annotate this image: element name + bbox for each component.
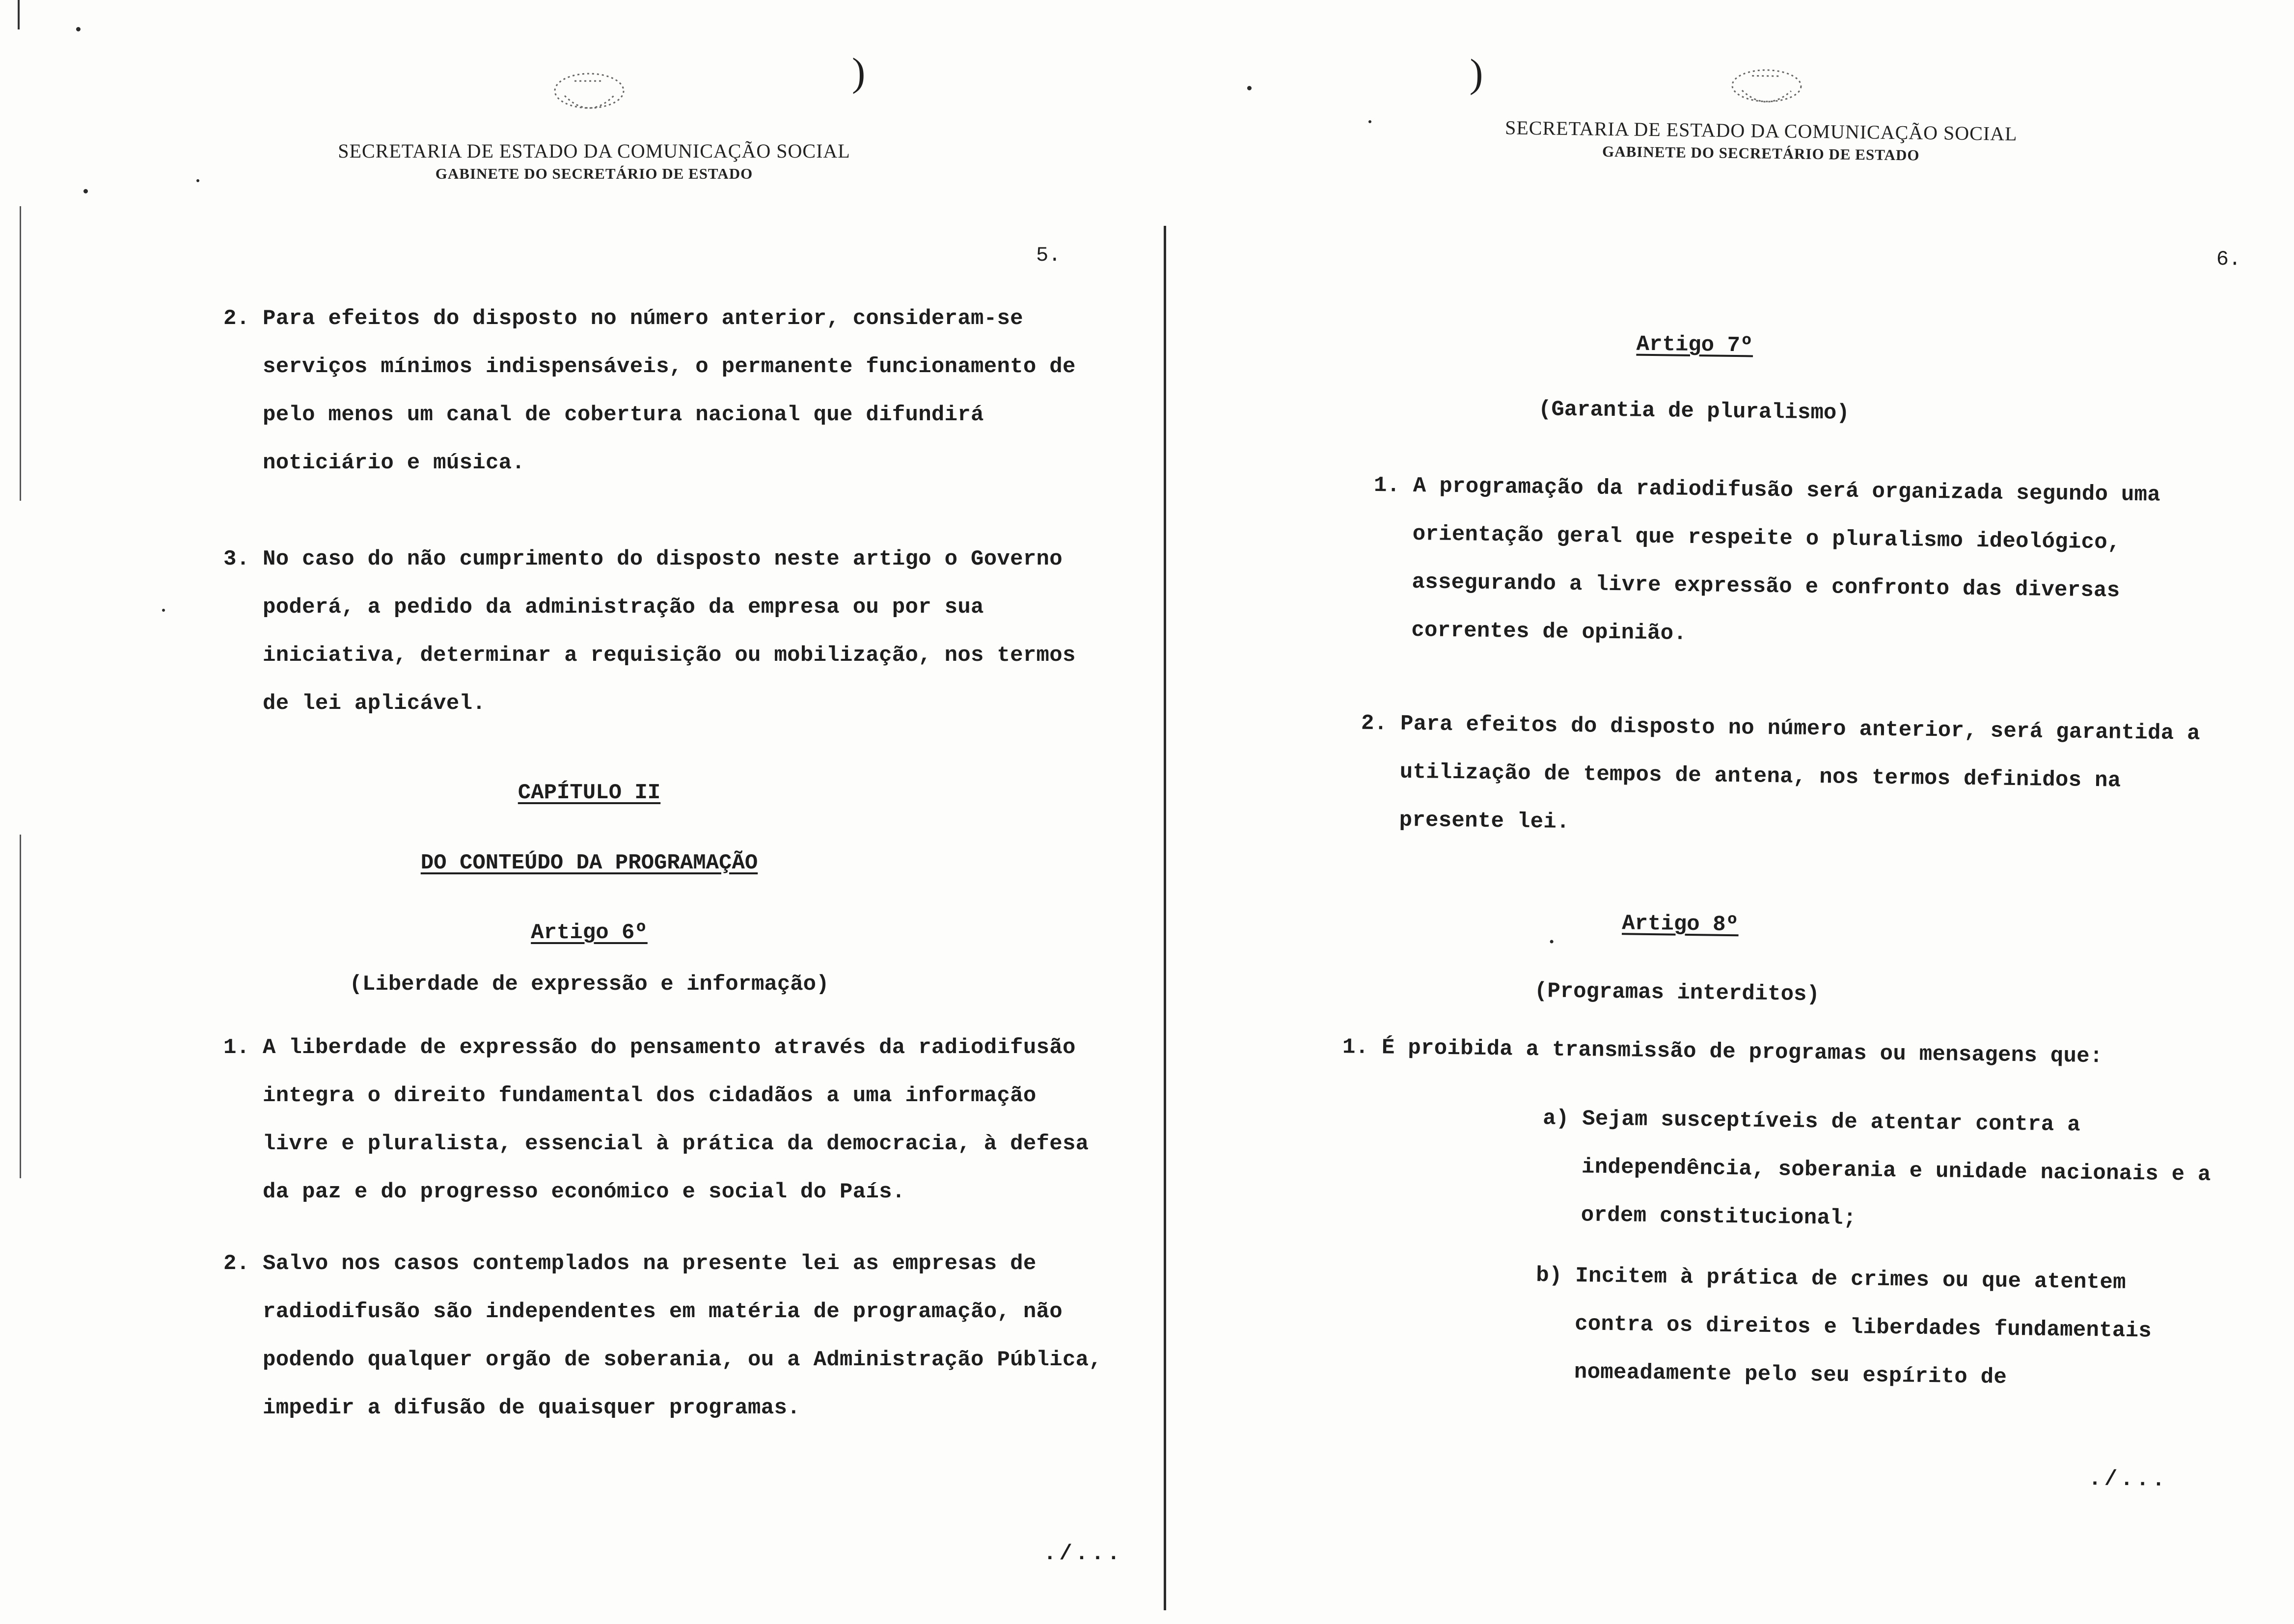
article-8-intro <box>1342 1023 2216 1082</box>
paragraph-number: 1. <box>223 1035 250 1060</box>
continuation-mark: ./... <box>1043 1542 1123 1566</box>
article-7-paragraph-1 <box>1372 461 2219 664</box>
letterhead <box>1461 114 2061 167</box>
letterhead <box>295 138 894 184</box>
article-6-paragraph-2 <box>223 1240 1112 1432</box>
item-text: Sejam susceptíveis de atentar contra a independência, soberania e unidade nacionais e a ordem constitucional; <box>1581 1107 2212 1231</box>
right-page <box>1154 0 2294 1624</box>
page-number: 6. <box>2216 247 2241 271</box>
paragraph-number: 3. <box>223 547 250 571</box>
chapter-heading: CAPÍTULO II <box>518 781 661 805</box>
coat-of-arms-seal-icon <box>540 66 638 125</box>
paragraph-number: 2. <box>223 1251 250 1276</box>
letterhead-subtitle: GABINETE DO SECRETÁRIO DE ESTADO <box>435 165 753 182</box>
paragraph-text: É proibida a transmissão de programas ou mensagens que: <box>1381 1035 2103 1069</box>
article-7-heading: Artigo 7º <box>1636 332 1753 358</box>
scan-speck <box>196 179 199 182</box>
article-8-item-a <box>1541 1094 2215 1247</box>
article-title: (Liberdade de expressão e informação) <box>349 972 829 997</box>
article-heading: Artigo 6º <box>531 920 648 945</box>
chapter-title: DO CONTEÚDO DA PROGRAMAÇÃO <box>420 851 758 875</box>
scan-speck <box>76 27 81 31</box>
paragraph-text: Salvo nos casos contemplados na presente lei as empresas de radiodifusão são independentes em matéria de programação, não podendo qualquer orgão de soberania, ou a Administração Pública, impedir a difusão de quaisquer programas. <box>263 1251 1102 1420</box>
article-8-item-b <box>1534 1251 2213 1404</box>
paragraph-text: A liberdade de expressão do pensamento através da radiodifusão integra o direito fundamental dos cidadãos a uma informação livre e pluralista, essencial à prática da democracia, à defesa da paz e do progresso económico e social do País. <box>263 1035 1089 1204</box>
scan-speck <box>1368 120 1371 123</box>
paren-mark: ) <box>1469 51 1484 96</box>
scan-speck <box>162 609 165 612</box>
letterhead-title: SECRETARIA DE ESTADO DA COMUNICAÇÃO SOCIAL <box>1504 116 2018 145</box>
paren-mark: ) <box>852 50 866 94</box>
binding-edge-mark <box>20 835 21 1178</box>
paragraph-text: Para efeitos do disposto no número anterior, consideram-se serviços mínimos indispensáveis, o permanente funcionamento de pelo menos um canal de cobertura nacional que difundirá noticiário e música. <box>263 306 1076 475</box>
coat-of-arms-seal-icon <box>1717 63 1816 118</box>
binding-edge-mark <box>18 0 20 29</box>
paragraph-2 <box>223 295 1107 487</box>
paragraph-text: No caso do não cumprimento do disposto neste artigo o Governo poderá, a pedido da administração da empresa ou por sua iniciativa, determinar a requisição ou mobilização, nos termos de lei aplicável. <box>263 547 1076 716</box>
paragraph-number: 1. <box>1373 473 1400 498</box>
scan-speck <box>1550 940 1554 944</box>
paragraph-3 <box>223 535 1107 728</box>
paragraph-number: 2. <box>1361 711 1388 736</box>
binding-edge-mark <box>20 206 21 501</box>
item-letter: b) <box>1536 1263 1563 1288</box>
paragraph-text: A programação da radiodifusão será organizada segundo uma orientação geral que respeite o pluralismo ideológico, assegurando a livre expressão e confronto das diversas correntes de opinião. <box>1411 474 2161 646</box>
scan-speck <box>83 189 88 193</box>
article-7-title: (Garantia de pluralismo) <box>1538 397 1850 426</box>
article-8-heading: Artigo 8º <box>1621 911 1739 938</box>
item-text: Incitem à prática de crimes ou que atentem contra os direitos e liberdades fundamentais nomeadamente pelo seu espírito de <box>1574 1264 2152 1390</box>
continuation-mark: ./... <box>2088 1466 2168 1492</box>
paragraph-number: 2. <box>223 306 250 331</box>
article-6-paragraph-1 <box>223 1024 1112 1216</box>
paragraph-number: 1. <box>1342 1035 1369 1060</box>
article-8-title: (Programas interditos) <box>1534 979 1820 1007</box>
paragraph-text: Para efeitos do disposto no número anterior, será garantida a utilização de tempos de antena, nos termos definidos na presente lei. <box>1399 711 2201 835</box>
page-number: 5. <box>1036 244 1061 267</box>
article-7-paragraph-2 <box>1360 700 2215 854</box>
item-letter: a) <box>1542 1106 1569 1132</box>
letterhead-subtitle: GABINETE DO SECRETÁRIO DE ESTADO <box>1602 142 1920 164</box>
letterhead-title: SECRETARIA DE ESTADO DA COMUNICAÇÃO SOCIAL <box>338 140 850 162</box>
